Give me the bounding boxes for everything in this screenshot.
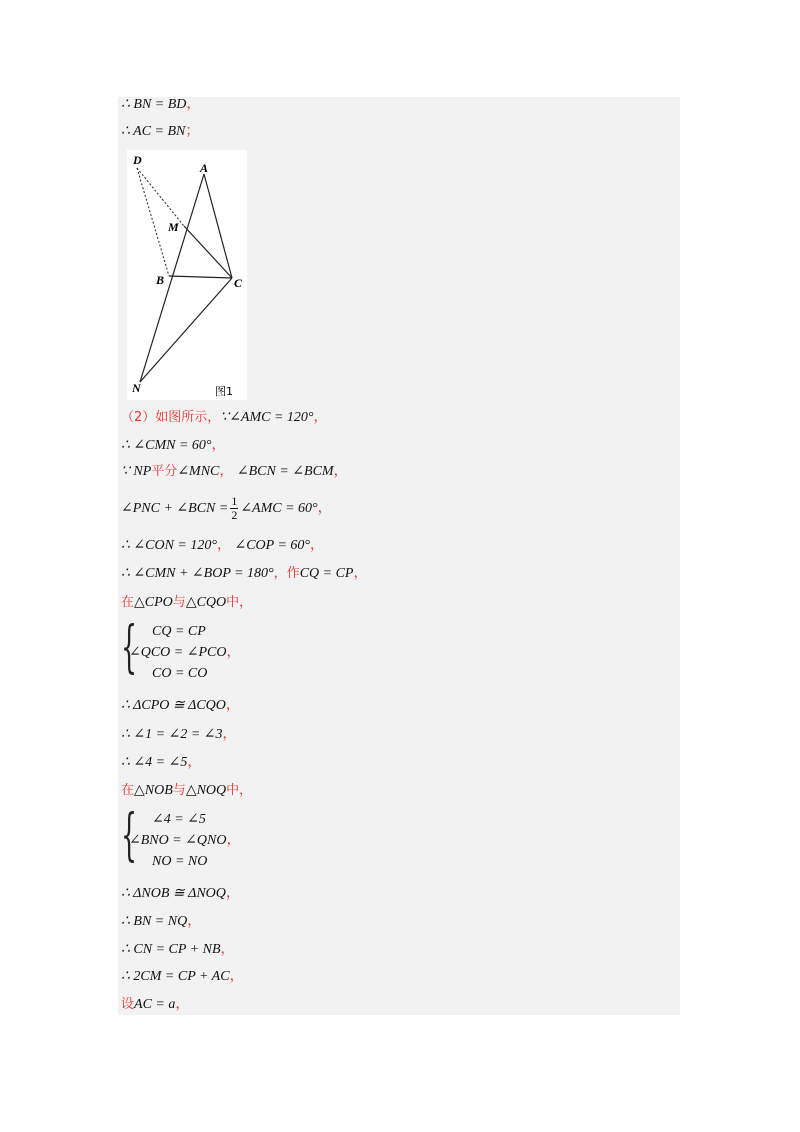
proof-line-17	[121, 968, 244, 986]
triangle-diagram	[127, 150, 247, 400]
point-label-A: A	[200, 161, 209, 175]
punctuation: ，	[226, 645, 241, 660]
math-expression: ∠AMC = 60°	[240, 501, 318, 516]
line-NC	[140, 278, 232, 382]
math-expression: ∠MNC	[177, 464, 220, 479]
punctuation: ，	[216, 538, 231, 553]
math-expression: ∴ ∠CON = 120°	[121, 538, 217, 553]
equation-system-2	[121, 803, 321, 874]
proof-line-15	[121, 913, 201, 931]
left-brace-icon: {	[121, 803, 138, 868]
math-expression: ∴ 2CM = CP + AC	[121, 969, 230, 984]
math-expression: ∠BCN = ∠BCM	[236, 464, 334, 479]
part-label: （2）如图所示，	[121, 410, 221, 425]
text-fragment: 中，	[226, 783, 253, 798]
math-expression: △CPO	[134, 595, 173, 610]
punctuation: ，	[313, 410, 328, 425]
math-expression: △CQO	[185, 595, 227, 610]
system-row: ∠4 = ∠5	[152, 812, 206, 827]
math-expression: ∴ ∠CMN + ∠BOP = 180°	[121, 566, 274, 581]
proof-line-7	[121, 537, 324, 555]
math-expression: CQ = CP	[299, 566, 354, 581]
punctuation: ，	[187, 755, 202, 770]
system-row: CO = CO	[152, 666, 208, 681]
left-brace-icon: {	[121, 615, 138, 680]
math-expression: ∴ AC = BN	[121, 124, 186, 139]
fraction-denominator: 2	[231, 508, 238, 523]
text-fragment: 中，	[226, 595, 253, 610]
math-expression: ∵∠AMC = 120°	[220, 410, 314, 425]
proof-line-14	[121, 885, 240, 903]
point-label-M: M	[168, 220, 179, 234]
system-row: NO = NO	[152, 854, 208, 869]
proof-line-11	[121, 726, 237, 744]
punctuation: ，	[211, 438, 226, 453]
geometry-figure	[127, 150, 247, 400]
system-row	[129, 644, 240, 662]
text-fragment: 平分	[151, 464, 178, 479]
proof-line-1	[121, 96, 200, 114]
proof-line-13	[121, 782, 252, 800]
text-fragment: 在	[121, 783, 135, 798]
proof-line-12	[121, 754, 201, 772]
proof-line-9	[121, 594, 252, 612]
math-expression: ∠PNC + ∠BCN =	[121, 501, 229, 516]
punctuation: ，	[187, 914, 202, 929]
text-fragment: 设	[121, 997, 135, 1012]
punctuation: ，	[186, 97, 201, 112]
point-label-N: N	[132, 381, 141, 395]
math-expression: ∠COP = 60°	[234, 538, 311, 553]
punctuation: ，	[310, 538, 325, 553]
punctuation: ，	[229, 969, 244, 984]
math-expression: ∴ ΔNOB ≅ ΔNOQ	[121, 886, 226, 901]
punctuation: ，	[226, 833, 241, 848]
text-fragment: 在	[121, 595, 135, 610]
fraction-one-half	[230, 495, 238, 522]
text-fragment: ，作	[273, 566, 300, 581]
math-expression: ∠BNO = ∠QNO	[129, 833, 227, 848]
math-expression: ∴ ∠1 = ∠2 = ∠3	[121, 727, 223, 742]
dotted-line-DM	[137, 168, 184, 226]
system-row: CQ = CP	[152, 624, 206, 639]
text-fragment: 与	[172, 595, 186, 610]
text-fragment: 与	[172, 783, 186, 798]
dotted-line-DB	[137, 168, 169, 276]
math-expression: △NOB	[134, 783, 173, 798]
proof-line-10	[121, 697, 240, 715]
math-expression: ∴ BN = NQ	[121, 914, 188, 929]
punctuation: ，	[317, 501, 332, 516]
math-expression: ∴ BN = BD	[121, 97, 187, 112]
punctuation: ，	[225, 886, 240, 901]
proof-line-5	[121, 463, 348, 481]
math-expression: ∵ NP	[121, 464, 152, 479]
proof-line-6	[121, 492, 332, 526]
line-BC	[169, 276, 232, 278]
line-AN	[140, 174, 204, 382]
proof-line-16	[121, 941, 235, 959]
punctuation: ，	[225, 698, 240, 713]
punctuation: ，	[353, 566, 368, 581]
math-expression: AC = a	[134, 997, 176, 1012]
point-label-D: D	[133, 153, 142, 167]
punctuation: ，	[333, 464, 348, 479]
punctuation: ，	[219, 464, 234, 479]
punctuation: ，	[222, 727, 237, 742]
math-expression: △NOQ	[185, 783, 227, 798]
punctuation: ，	[175, 997, 190, 1012]
point-label-B: B	[156, 273, 165, 287]
proof-line-3	[121, 409, 328, 427]
math-expression: ∴ ∠4 = ∠5	[121, 755, 188, 770]
math-expression: ∴ ΔCPO ≅ ΔCQO	[121, 698, 226, 713]
math-expression: ∠QCO = ∠PCO	[129, 645, 227, 660]
proof-line-4	[121, 437, 226, 455]
punctuation: ；	[185, 124, 200, 139]
system-row	[129, 832, 240, 850]
proof-line-18	[121, 996, 189, 1014]
figure-caption: 图1	[215, 385, 233, 398]
proof-line-2	[121, 123, 199, 141]
point-label-C: C	[234, 276, 243, 290]
fraction-numerator: 1	[231, 494, 238, 509]
math-expression: ∴ ∠CMN = 60°	[121, 438, 212, 453]
math-expression: ∴ CN = CP + NB	[121, 942, 221, 957]
punctuation: ，	[220, 942, 235, 957]
proof-line-8	[121, 565, 367, 583]
equation-system-1	[121, 615, 321, 686]
